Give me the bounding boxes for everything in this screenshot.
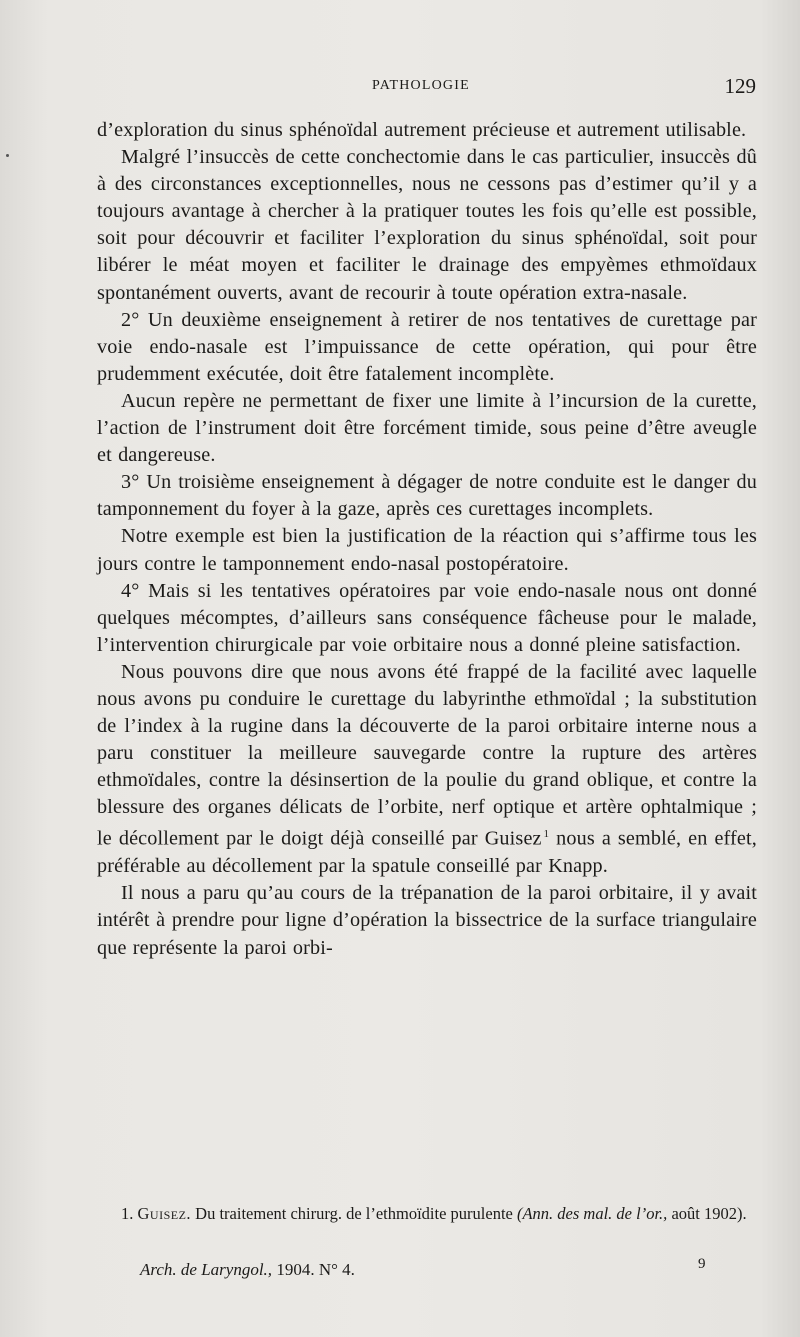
page-footer	[0, 1256, 800, 1286]
body-text	[97, 117, 757, 962]
paragraph-1: d’exploration du sinus sphénoïdal autrement précieuse et autrement utilisable.	[97, 119, 747, 141]
signature-mark: 9	[698, 1256, 706, 1272]
footnote-1	[97, 1202, 761, 1226]
footnotes	[97, 1202, 761, 1226]
paragraph-5: 3° Un troisième enseignement à dégager de notre conduite est le danger du tamponnement du foyer à la gaze, après ces curettages incomplets.	[97, 471, 757, 521]
footer-year-issue: 1904. N° 4.	[276, 1260, 355, 1279]
paragraph-3: 2° Un deuxième enseignement à retirer de nos tentatives de curettage par voie endo-nasale est l’impuissance de cette opération, qui pour être prudemment exécutée, doit être fatalement incomplète.	[97, 308, 757, 385]
footnote-number: 1.	[121, 1204, 134, 1223]
paragraph-6: Notre exemple est bien la justification de la réaction qui s’affirme tous les jours contre le tamponnement endo-nasal postopératoire.	[97, 525, 757, 575]
paragraph-8-text-a: Nous pouvons dire que nous avons été frappé de la facilité avec laquelle nous avons pu conduire le curettage du labyrinthe ethmoïdal ; la substitution de l’index à la rugine dans la découverte de la paroi orbitaire interne nous a paru constituer la meilleure sauvegarde contre la rupture des artères ethmoïdales, contre la désinsertion de la poulie du grand oblique, et contre la blessure des organes délicats de l’orbite, nerf optique et artère ophtalmique ; le décollement par le doigt déjà conseillé par Guisez	[97, 660, 757, 851]
paragraph-8	[97, 659, 757, 880]
footnote-reference: 1	[543, 828, 550, 841]
footnote-journal: (Ann. des mal. de l’or.,	[516, 1204, 668, 1223]
paragraph-9: Il nous a paru qu’au cours de la trépanation de la paroi orbitaire, il y avait intérêt à prendre pour ligne d’opération la bissectrice de la surface triangulaire que représente la paroi orbi-	[97, 882, 757, 959]
paragraph-7: 4° Mais si les tentatives opératoires par voie endo-nasale nous ont donné quelques mécomptes, d’ailleurs sans conséquence fâcheuse pour le malade, l’intervention chirurgicale par voie orbitaire nous a donné pleine satisfaction.	[97, 579, 757, 656]
footer-journal	[140, 1260, 355, 1280]
page-number: 129	[724, 74, 756, 98]
footnote-date: août 1902).	[671, 1204, 747, 1223]
running-title: PATHOLOGIE	[372, 78, 470, 93]
margin-speck	[6, 154, 9, 157]
paragraph-4: Aucun repère ne permettant de fixer une limite à l’incursion de la curette, l’action de l’instrument doit être forcément timide, sous peine d’être aveugle et dangereuse.	[97, 389, 757, 467]
footer-journal-title: Arch. de Laryngol.,	[140, 1260, 273, 1279]
running-head	[0, 74, 800, 104]
footnote-text: Du traitement chirurg. de l’ethmoïdite purulente	[195, 1204, 513, 1223]
footnote-author: Guisez.	[137, 1204, 192, 1223]
paragraph-2: Malgré l’insuccès de cette conchectomie dans le cas particulier, insuccès dû à des circonstances exceptionnelles, nous ne cessons pas d’estimer qu’il y a toujours avantage à chercher à la pratiquer toutes les fois qu’elle est possible, soit pour découvrir et faciliter l’exploration du sinus sphénoïdal, soit pour libérer le méat moyen et faciliter le drainage des empyèmes ethmoïdaux spontanément ouverts, avant de recourir à toute opération extra-nasale.	[97, 146, 757, 304]
paragraph-8-text-b: nous a semblé, en effet, préférable au décollement par la spatule conseillé par Knapp.	[97, 828, 757, 878]
